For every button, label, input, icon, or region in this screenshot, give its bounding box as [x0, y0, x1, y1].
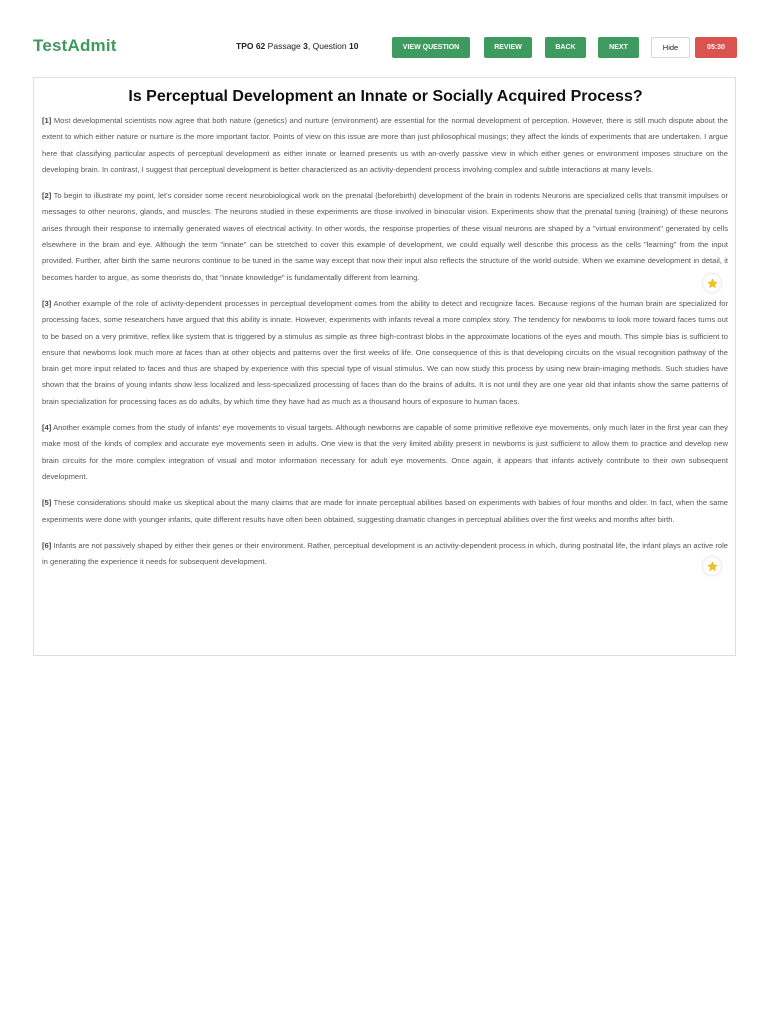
paragraph-number: [5]: [42, 498, 52, 508]
question-info: TPO 62 Passage 3, Question 10: [236, 41, 359, 51]
logo: TestAdmit: [33, 36, 117, 55]
paragraph-text: These considerations should make us skeptical about the many claims that are made for innate perceptual abilities based on experiments with babies of four months and older. In fact, when the same experiments were done with younger infants, quite different results have often been obtained, suggesting dramatic changes in perceptual abilities over the first weeks and months after birth.: [42, 498, 728, 524]
paragraph-2: [42, 188, 728, 286]
paragraph-text: Infants are not passively shaped by either their genes or their environment. Rather, perceptual development is an activity-dependent process in which, during postnatal life, the infant plays an active role in generating the experience it needs for subsequent development.: [42, 540, 728, 567]
highlight-star-button[interactable]: [703, 274, 721, 292]
paragraph-4: [42, 420, 728, 485]
question-word: Question: [312, 41, 347, 51]
paragraph-text: To begin to illustrate my point, let's consider some recent neurobiological work on the prenatal (beforebirth) development of the brain in rodents Neurons are specialized cells that transmit impulses or messages to other neurons, glands, and muscles. The neurons studied in these experiments are those involved in binocular vision. Experiments show that the prenatal tuning (training) of these neurons arises through their response to internally generated waves of electrical activity. In other words, the response properties of these visual neurons are shaped by a "virtual environment" generated by cells elsewhere in the brain and eye. Although the term "innate" can be stretched to cover this example of development, we could equally well describe this process as the cells "learning" from the input provided. Further, after birth the same neurons continue to be tuned in the same way except that now their input also reflects the structure of the world outside. When we examine development in detail, it becomes harder to argue, as some theorists do, that "innate knowledge" is fundamentally different from learning.: [42, 191, 728, 282]
test-label: TPO 62: [236, 41, 266, 51]
paragraph-number: [2]: [42, 191, 52, 201]
highlight-star-icon: [707, 278, 718, 289]
passage-panel: [33, 77, 736, 656]
passage-body: [42, 113, 728, 580]
paragraph-5: [42, 495, 728, 528]
top-bar: [0, 34, 768, 60]
next-button[interactable]: NEXT: [598, 37, 639, 58]
passage-title: Is Perceptual Development an Innate or Socially Acquired Process?: [128, 88, 643, 105]
paragraph-6: [42, 538, 728, 571]
paragraph-text: Another example of the role of activity-dependent processes in perceptual development comes from the ability to detect and recognize faces. Because regions of the human brain are specialized for processing faces, some researchers have argued that this ability is innate. However, experiments with infants reveal a more complex story. The tendency for newborns to look more toward faces turns out to be based on a very primitive, reflex like system that is triggered by a stimulus as simple as three high-contrast blobs in the approximate locations of the eyes and mouth. This simple bias is sufficient to ensure that newborns look much more at faces than at other objects and patterns over the first weeks of life. One consequence of this is that developing circuits on the visual recognition pathway of the brain get more input related to faces and thus are shaped by experience with this special type of visual stimulus. We can now study this process by using new brain-imaging methods. Such studies have shown that the brains of young infants show less localized and less-specialized processing of faces than do the brains of adults. It is not until they are one year old that infants show the same patterns of brain specialization for processing faces as do adults, by which time they have had as much as a thousand hours of exposure to human faces.: [42, 298, 728, 406]
paragraph-text: Another example comes from the study of infants' eye movements to visual targets. Although newborns are capable of some primitive reflexive eye movements, only much later in the first year can they make most of the kinds of complex and accurate eye movements seen in adults. One view is that the very limited ability present in newborns is just sufficient to allow them to practice and develop new brain circuits for the more complex integration of visual and motor information necessary for adult eye movements. Once again, it appears that infants actively contribute to their own subsequent development.: [42, 423, 728, 481]
paragraph-text: Most developmental scientists now agree that both nature (genetics) and nurture (environment) are essential for the normal development of perception. However, there is still much dispute about the extent to which either nature or nurture is the more important factor. Points of view on this issue are more than just philosophical musings; they affect the kinds of experiments that are undertaken. I argue here that classifying particular aspects of perceptual development as either innate or learned presents us with an-overly passive view in which either genes or environment imposes structure on the developing brain. In contrast, I suggest that perceptual development is better characterized as an activity-dependent process involving complex and subtle interactions at many levels.: [42, 116, 728, 174]
passage-word: Passage: [267, 41, 301, 51]
highlight-star-icon: [707, 561, 718, 572]
paragraph-number: [6]: [42, 540, 52, 550]
hide-timer-button[interactable]: Hide: [651, 37, 690, 58]
review-button[interactable]: REVIEW: [484, 37, 532, 58]
timer-display: 05:30: [695, 37, 737, 58]
paragraph-1: [42, 113, 728, 178]
paragraph-3: [42, 296, 728, 410]
question-number: 10: [349, 41, 359, 51]
passage-number: 3: [303, 41, 308, 51]
back-button[interactable]: BACK: [545, 37, 586, 58]
paragraph-number: [1]: [42, 116, 52, 125]
paragraph-number: [4]: [42, 423, 52, 433]
view-question-button[interactable]: VIEW QUESTION: [392, 37, 470, 58]
highlight-star-button[interactable]: [703, 557, 721, 575]
paragraph-number: [3]: [42, 298, 52, 308]
